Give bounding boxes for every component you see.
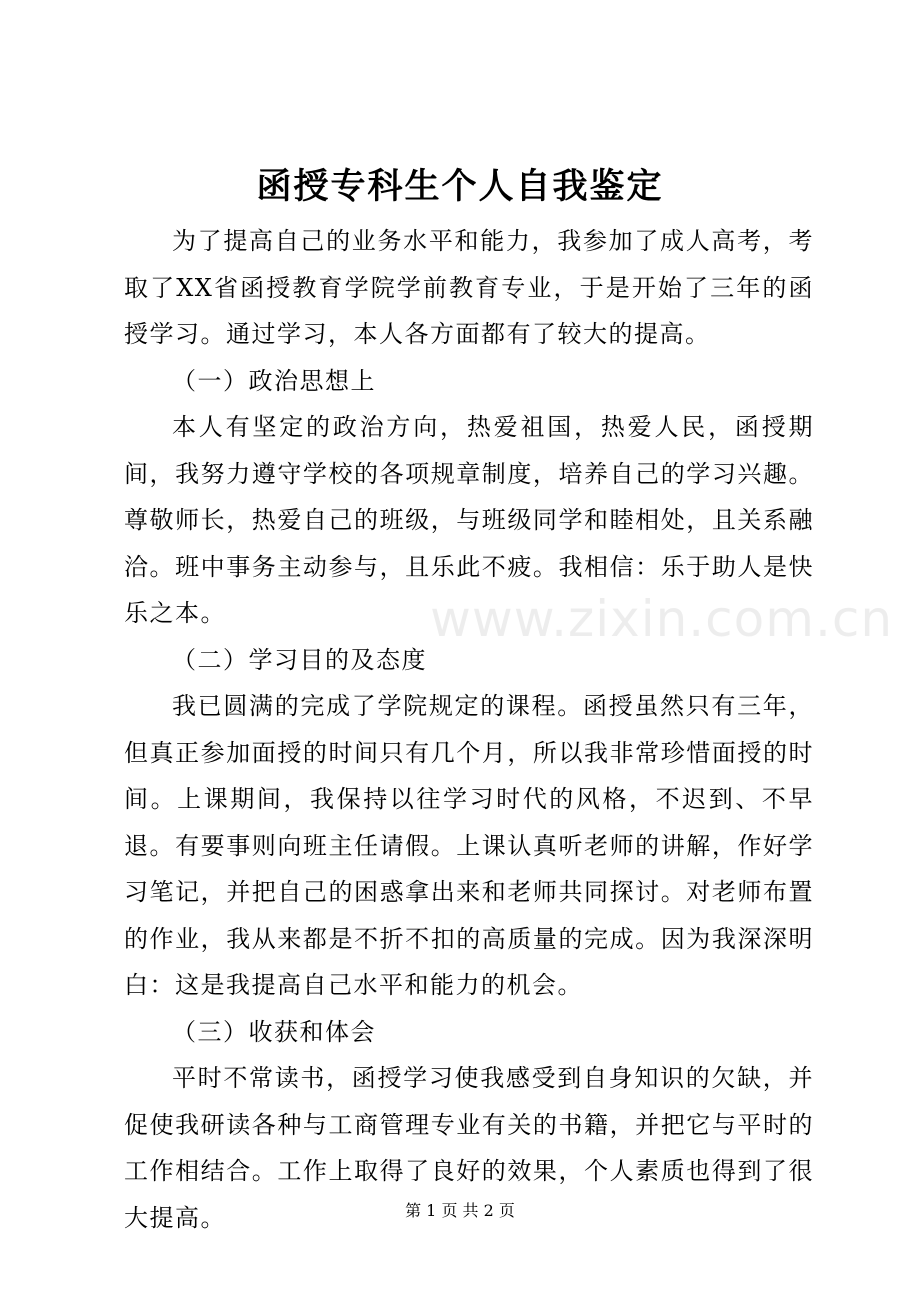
- section-heading-politics: （一）政治思想上: [172, 366, 376, 395]
- document-body: [124, 218, 814, 1241]
- watermark-text: www.zixin.com.cn: [430, 590, 894, 648]
- paragraph-gains: 平时不常读书，函授学习使我感受到自身知识的欠缺，并促使我研读各种与工商管理专业有关的书籍，并把它与平时的工作相结合。工作上取得了良好的效果，个人素质也得到了很大提高。: [124, 1064, 814, 1232]
- document-title: 函授专科生个人自我鉴定: [256, 166, 664, 207]
- section-heading-study-attitude: （二）学习目的及态度: [172, 645, 427, 674]
- paragraph-study-attitude: 我已圆满的完成了学院规定的课程。函授虽然只有三年，但真正参加面授的时间只有几个月，所以我非常珍惜面授的时间。上课期间，我保持以往学习时代的风格，不迟到、不早退。有要事则向班主任请假。上课认真听老师的讲解，作好学习笔记，并把自己的困惑拿出来和老师共同探讨。对老师布置的作业，我从来都是不折不扣的高质量的完成。因为我深深明白：这是我提高自己水平和能力的机会。: [124, 692, 814, 999]
- page-footer: 第 1 页 共 2 页: [405, 1201, 515, 1220]
- section-heading-gains: （三）收获和体会: [172, 1017, 376, 1046]
- paragraph-politics: 本人有坚定的政治方向，热爱祖国，热爱人民，函授期间，我努力遵守学校的各项规章制度，培养自己的学习兴趣。尊敬师长，热爱自己的班级，与班级同学和睦相处，且关系融洽。班中事务主动参与，且乐此不疲。我相信：乐于助人是快乐之本。: [124, 413, 814, 627]
- paragraph-intro: 为了提高自己的业务水平和能力，我参加了成人高考，考取了XX省函授教育学院学前教育专业，于是开始了三年的函授学习。通过学习，本人各方面都有了较大的提高。: [124, 227, 814, 348]
